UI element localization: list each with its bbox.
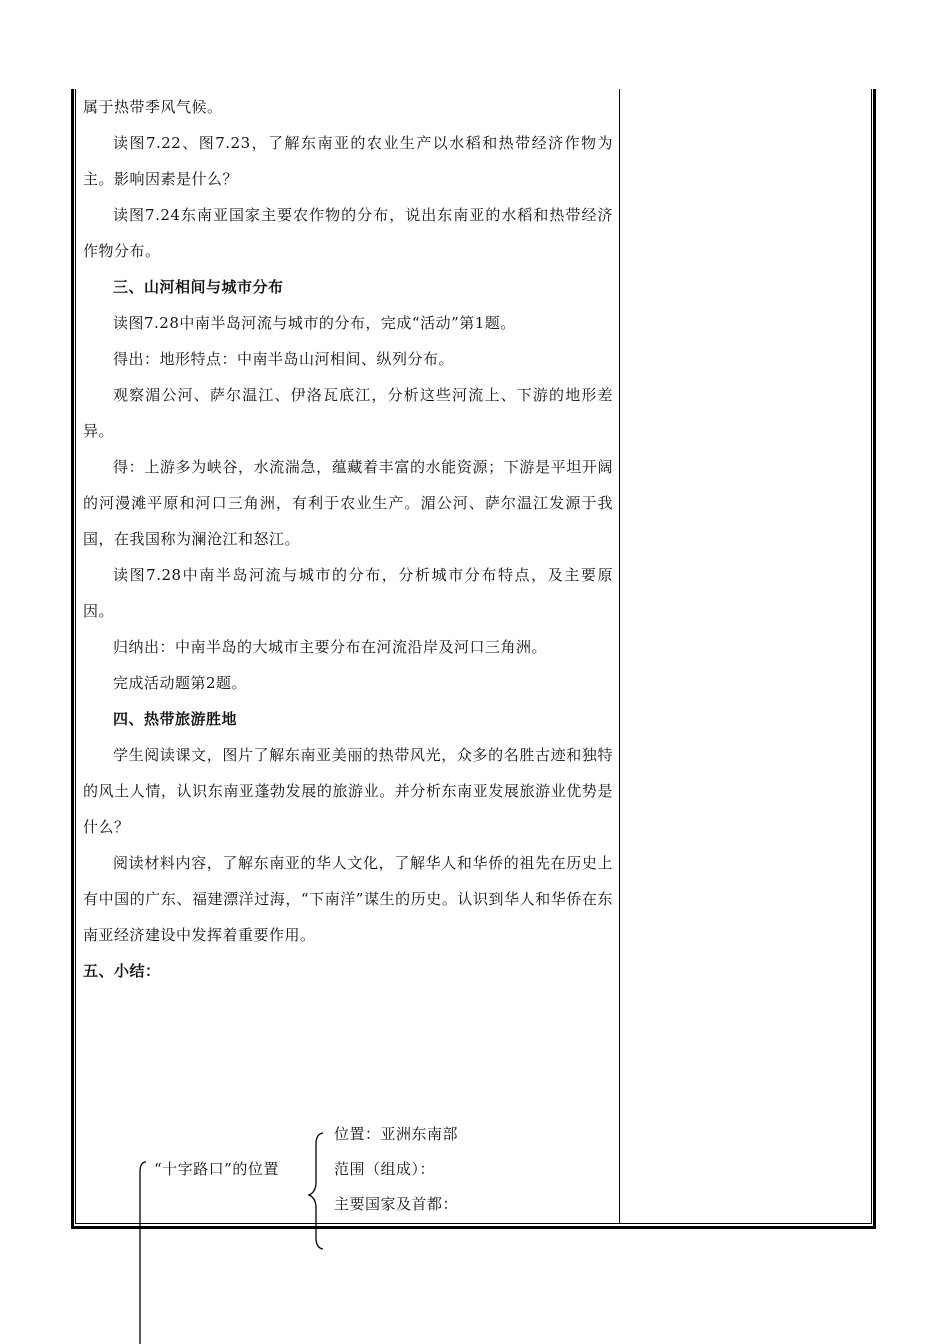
summary-item: 范围（组成）：	[334, 1160, 436, 1178]
paragraph: 得出：地形特点：中南半岛山河相间、纵列分布。	[113, 350, 455, 368]
paragraph: 完成活动题第2题。	[113, 674, 248, 692]
section-heading: 五、小结：	[83, 962, 161, 980]
paragraph: 得：上游多为峡谷，水流湍急，蕴藏着丰富的水能资源；下游是平坦开阔的河漫滩平原和河口三角洲，有利于农业生产。湄公河、萨尔温江发源于我国，在我国称为澜沧江和怒江。	[83, 458, 613, 548]
paragraph: 读图7.28中南半岛河流与城市的分布，分析城市分布特点，及主要原因。	[83, 566, 613, 620]
summary-item: 位置：亚洲东南部	[334, 1125, 459, 1143]
lesson-content	[83, 89, 613, 989]
paragraph: 学生阅读课文，图片了解东南亚美丽的热带风光，众多的名胜古迹和独特的风土人情，认识东南亚蓬勃发展的旅游业。并分析东南亚发展旅游业优势是什么？	[83, 746, 613, 836]
summary-item: 主要国家及首都：	[334, 1195, 459, 1213]
paragraph: 读图7.22、图7.23，了解东南亚的农业生产以水稻和热带经济作物为主。影响因素是什么？	[83, 134, 613, 188]
section-heading: 四、热带旅游胜地	[113, 710, 238, 728]
summary-branch-label: “十字路口”的位置	[154, 1160, 279, 1178]
paragraph: 读图7.28中南半岛河流与城市的分布，完成“活动”第1题。	[113, 314, 516, 332]
paragraph: 读图7.24东南亚国家主要农作物的分布，说出东南亚的水稻和热带经济作物分布。	[83, 206, 613, 260]
paragraph: 观察湄公河、萨尔温江、伊洛瓦底江，分析这些河流上、下游的地形差异。	[83, 386, 613, 440]
section-heading: 三、山河相间与城市分布	[113, 278, 284, 296]
paragraph: 归纳出：中南半岛的大城市主要分布在河流沿岸及河口三角洲。	[113, 638, 548, 656]
paragraph: 阅读材料内容，了解东南亚的华人文化，了解华人和华侨的祖先在历史上有中国的广东、福建漂洋过海，“下南洋”谋生的历史。认识到华人和华侨在东南亚经济建设中发挥着重要作用。	[83, 854, 613, 944]
column-divider	[619, 89, 620, 1224]
paragraph: 属于热带季风气候。	[83, 98, 223, 116]
